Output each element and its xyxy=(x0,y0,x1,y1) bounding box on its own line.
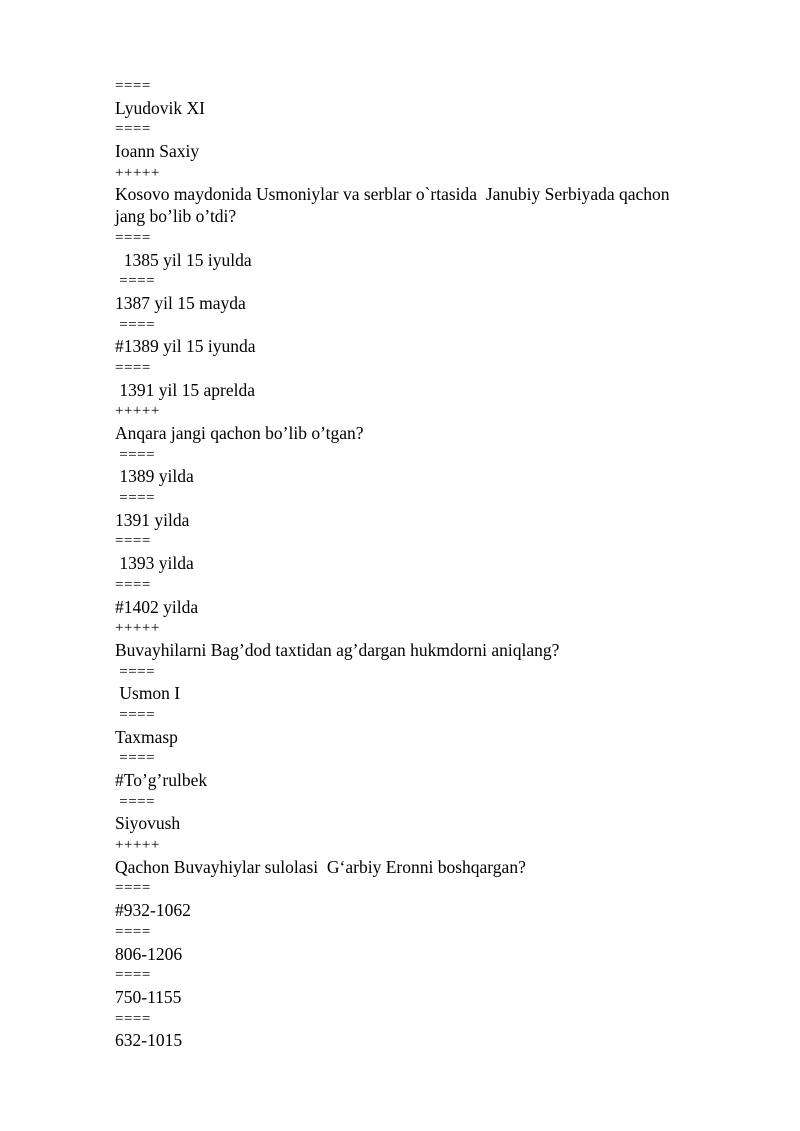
separator: ==== xyxy=(115,121,151,138)
question-marker: +++++ xyxy=(115,403,160,420)
question-marker: +++++ xyxy=(115,164,160,181)
question-text: Qachon Buvayhiylar sulolasi G‘arbiy Eronni boshqargan? xyxy=(115,856,526,877)
question-marker: +++++ xyxy=(115,620,160,637)
answer-option: 1391 yilda xyxy=(115,509,190,530)
answer-option: Lyudovik XI xyxy=(115,97,205,118)
question-text: Kosovo maydonida Usmoniylar va serblar o`rtasida Janubiy Serbiyada qachon xyxy=(115,184,670,205)
answer-option: Taxmasp xyxy=(115,726,178,747)
answer-option-correct: #To’g’rulbek xyxy=(115,770,208,790)
answer-option-correct: #1402 yilda xyxy=(115,596,199,617)
separator: ==== xyxy=(115,576,151,593)
separator: ==== xyxy=(115,446,156,463)
separator: ==== xyxy=(115,316,156,333)
answer-option: 1389 yilda xyxy=(115,466,194,487)
separator: ==== xyxy=(115,923,151,940)
separator: ==== xyxy=(115,663,156,680)
separator: ==== xyxy=(115,273,156,290)
separator: ==== xyxy=(115,533,151,550)
separator: ==== xyxy=(115,750,156,767)
separator: ==== xyxy=(115,706,156,723)
question-text: Anqara jangi qachon bo’lib o’tgan? xyxy=(115,423,364,443)
separator: ==== xyxy=(115,78,151,94)
answer-option: 750-1155 xyxy=(115,986,182,1007)
answer-option: 1387 yil 15 mayda xyxy=(115,292,246,313)
answer-option-correct: #932-1062 xyxy=(115,900,191,921)
separator: ==== xyxy=(115,359,151,376)
separator: ==== xyxy=(115,967,151,984)
question-marker: +++++ xyxy=(115,837,160,854)
answer-option: 1393 yilda xyxy=(115,553,194,574)
question-text: jang bo’lib o’tdi? xyxy=(115,206,237,227)
answer-option: 1391 yil 15 aprelda xyxy=(115,379,255,400)
question-text: Buvayhilarni Bag’dod taxtidan ag’dargan hukmdorni aniqlang? xyxy=(115,639,560,660)
answer-option-correct: #1389 yil 15 iyunda xyxy=(115,336,256,357)
separator: ==== xyxy=(115,793,156,810)
answer-option: Usmon I xyxy=(115,683,181,704)
answer-option: 632-1015 xyxy=(115,1030,183,1051)
separator: ==== xyxy=(115,229,151,246)
separator: ==== xyxy=(115,490,156,507)
separator: ==== xyxy=(115,880,151,897)
separator: ==== xyxy=(115,1010,151,1027)
answer-option: Ioann Saxiy xyxy=(115,141,200,162)
answer-option: Siyovush xyxy=(115,813,181,834)
answer-option: 806-1206 xyxy=(115,943,183,964)
answer-option: 1385 yil 15 iyulda xyxy=(115,249,252,270)
document-text xyxy=(115,76,735,1052)
